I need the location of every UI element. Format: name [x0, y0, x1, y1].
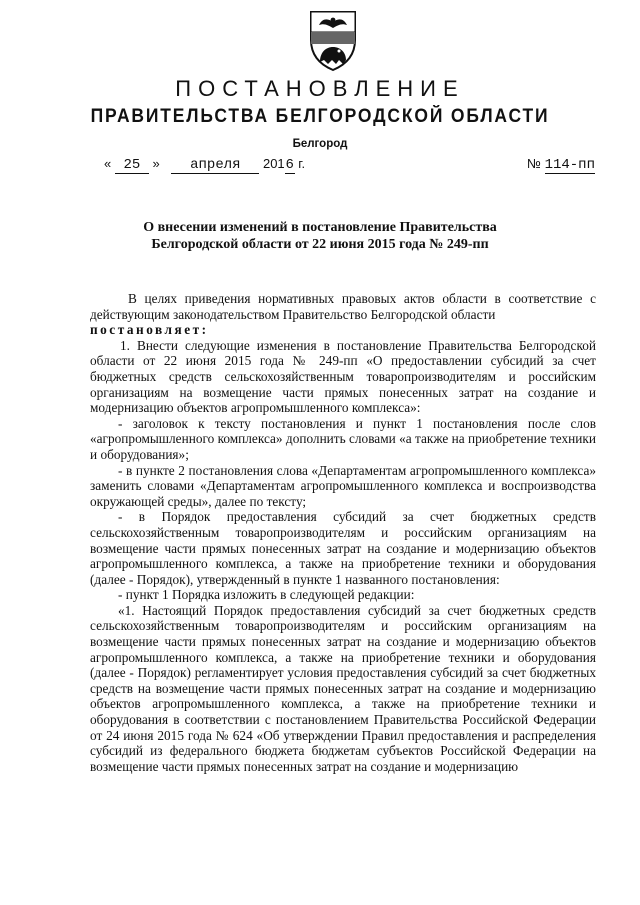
paragraph-2: - заголовок к тексту постановления и пункт 1 постановления после слов «агропромышленного комплекса» дополнить словами «а также на приобретение техники и оборудования»; [90, 415, 596, 462]
date-close-quote: » [152, 156, 160, 171]
city-name: Белгород [292, 138, 348, 150]
subject-line-1: О внесении изменений в постановление Правительства [143, 220, 497, 235]
paragraph-5: - пункт 1 Порядка изложить в следующей редакции: [118, 587, 415, 603]
subject-line-2: Белгородской области от 22 июня 2015 года № 249-пп [151, 237, 489, 252]
document-body [90, 291, 596, 774]
coat-of-arms-emblem [305, 10, 361, 72]
preamble-paragraph: В целях приведения нормативных правовых актов области в соответствие с действующим законодательством Правительство Белгородской области [90, 291, 596, 322]
document-date [104, 156, 305, 174]
issuing-authority: ПРАВИТЕЛЬСТВА БЕЛГОРОДСКОЙ ОБЛАСТИ [90, 106, 550, 127]
date-year-digit: 6 [285, 157, 294, 173]
paragraph-3: - в пункте 2 постановления слова «Департаментам агропромышленного комплекса» заменить словами «Департаментам агропромышленного комплекса и воспроизводства окружающей среды», далее по тексту; [90, 462, 596, 509]
document-type-title: ПОСТАНОВЛЕНИЕ [175, 76, 465, 101]
paragraph-4: - в Порядок предоставления субсидий за счет бюджетных средств сельскохозяйственным товаропроизводителям и российским организациям на возмещение части прямых понесенных затрат на создание и модернизацию объектов агропромышленного комплекса, а также на приобретение техники и оборудования (далее - Порядок), утвержденный в пункте 1 названного постановления: [90, 509, 596, 587]
document-number [527, 156, 595, 174]
date-open-quote: « [104, 156, 112, 171]
paragraph-1: 1. Внести следующие изменения в постановление Правительства Белгородской области от 22 июня 2015 года № 249-пп «О предоставлении субсидий за счет бюджетных средств сельскохозяйственным товаропроизводителям и российским организациям на возмещение части прямых понесенных затрат на создание и модернизацию объектов агропромышленного комплекса»: [90, 337, 596, 416]
number-value: 114-пп [544, 157, 595, 173]
date-day: 25 [115, 157, 149, 174]
document-subject [0, 219, 640, 253]
number-label: № [527, 156, 541, 171]
decree-word: постановляет: [90, 322, 209, 338]
date-year-prefix: 201 [262, 156, 285, 171]
date-year-suffix: г. [294, 156, 306, 171]
date-month: апреля [171, 157, 259, 174]
paragraph-6: «1. Настоящий Порядок предоставления субсидий за счет бюджетных средств сельскохозяйственным товаропроизводителям и российским организациям на возмещение части прямых понесенных затрат на создание и модернизацию объектов агропромышленного комплекса, а также на приобретение техники и оборудования (далее - Порядок) регламентирует условия предоставления субсидий за счет бюджетных средств на возмещение части прямых понесенных затрат на создание и модернизацию объектов агропромышленного комплекса, а также на приобретение техники и оборудования в соответствии с постановлением Правительства Российской Федерации от 24 июня 2015 года № 624 «Об утверждении Правил предоставления и распределения субсидий из федерального бюджета бюджетам субъектов Российской Федерации на возмещение части прямых понесенных затрат на создание и модернизацию [90, 602, 596, 774]
